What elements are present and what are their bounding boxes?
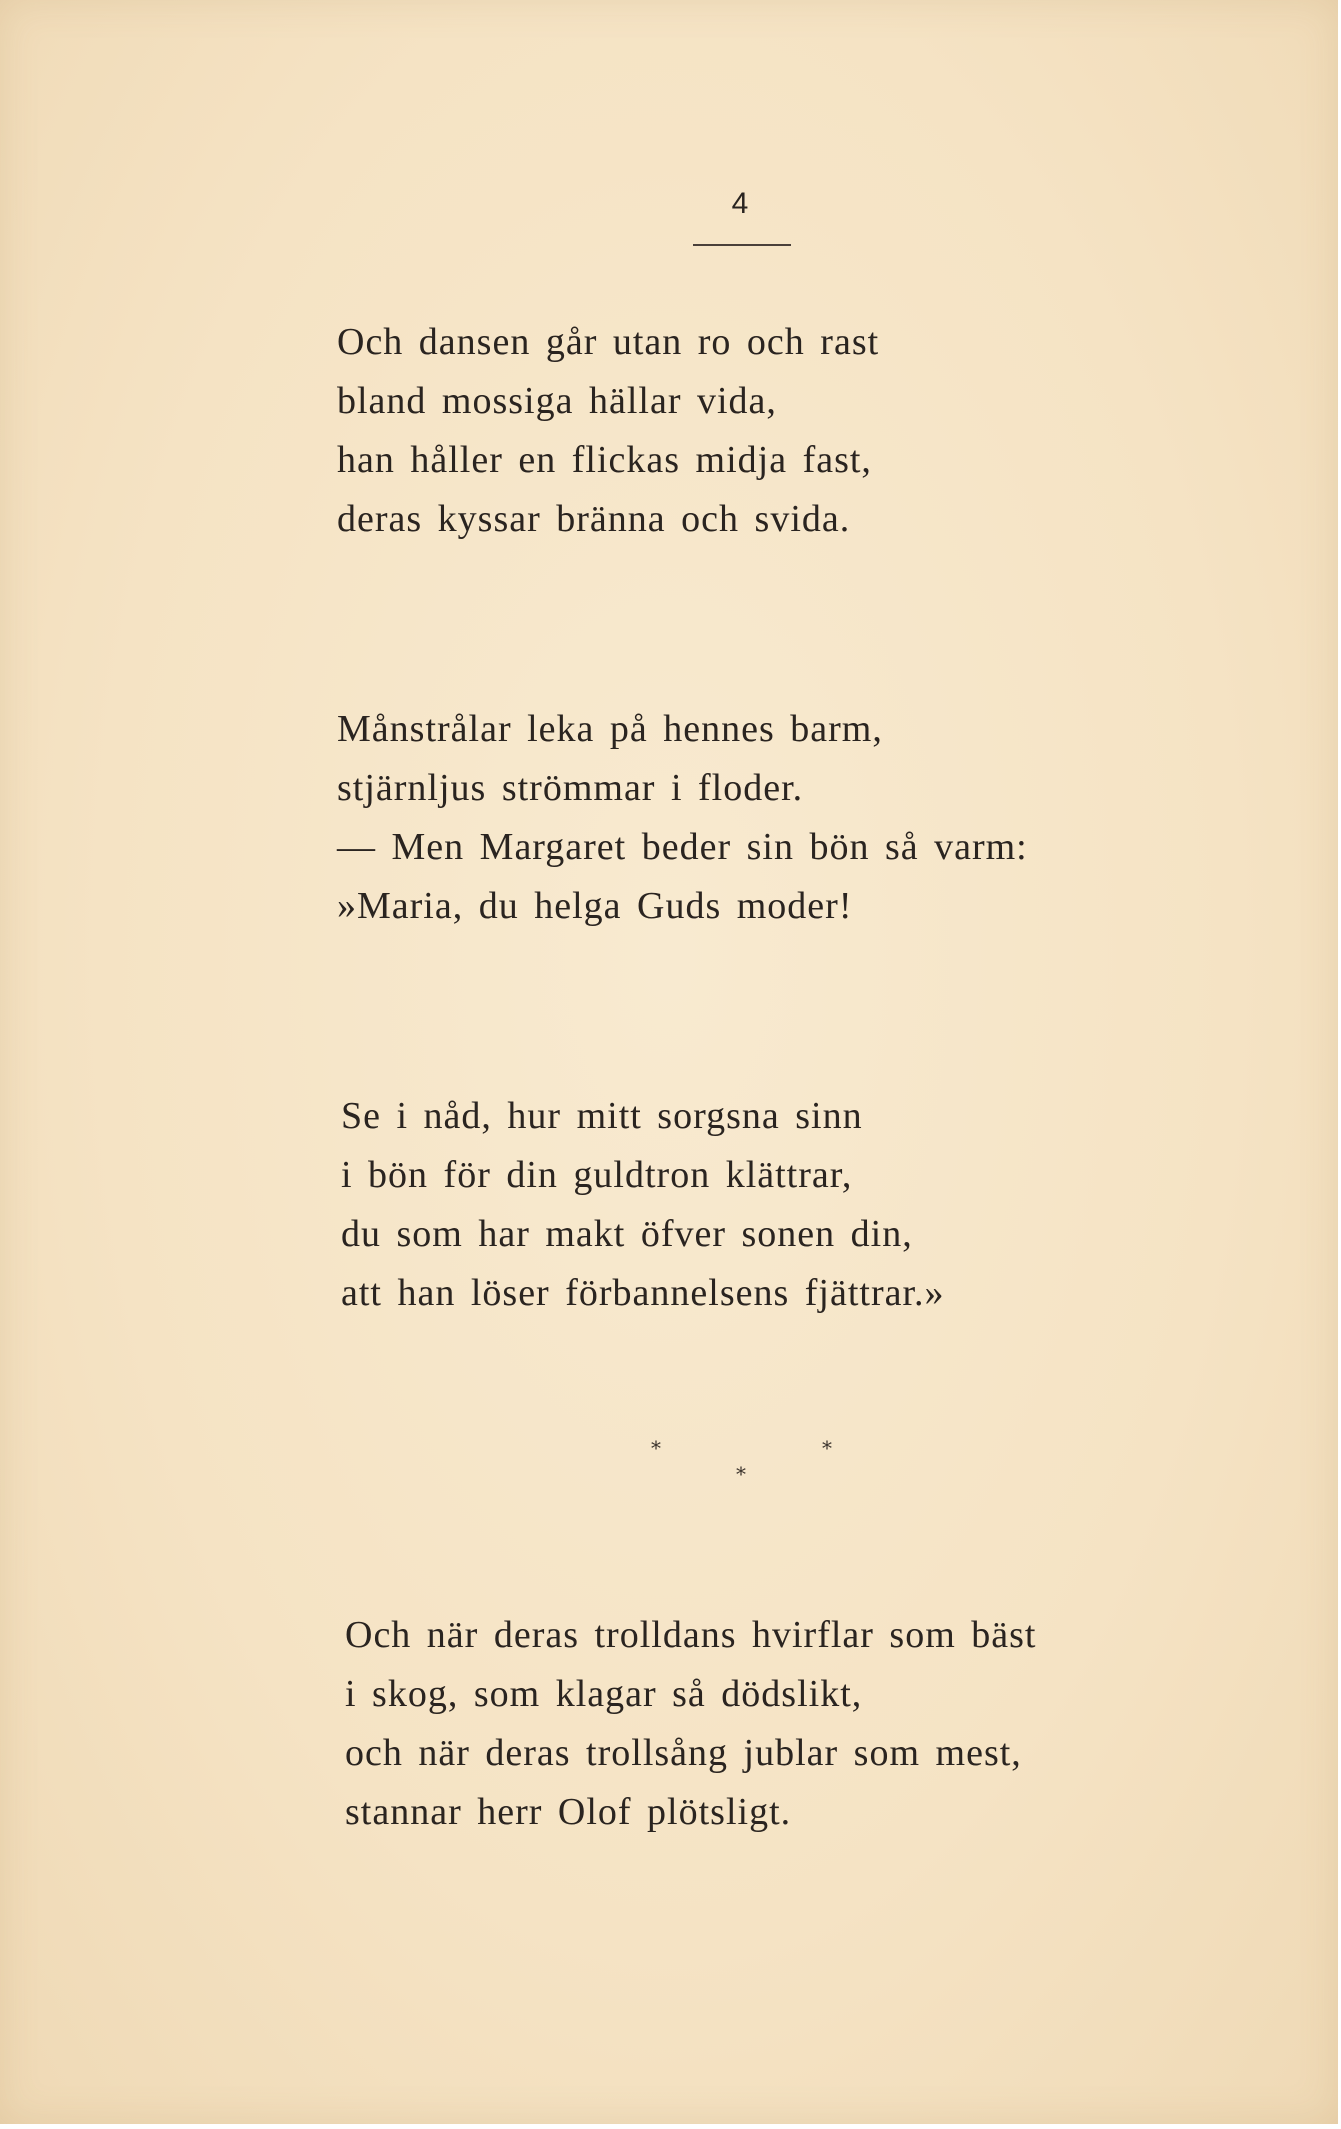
stanza-1-line-1: Och dansen går utan ro och rast <box>337 321 880 363</box>
stanza-3 <box>341 1087 945 1323</box>
stanza-1-line-3: han håller en flickas midja fast, <box>337 439 872 481</box>
asterism-bottom-star: * <box>736 1462 746 1486</box>
stanza-4-line-3: och när deras trollsång jublar som mest, <box>345 1732 1022 1774</box>
stanza-2-line-1: Månstrålar leka på hennes barm, <box>337 708 883 750</box>
stanza-3-line-3: du som har makt öfver sonen din, <box>341 1213 913 1255</box>
stanza-2-line-3: — Men Margaret beder sin bön så varm: <box>337 826 1028 868</box>
stanza-3-line-4: att han löser förbannelsens fjättrar.» <box>341 1272 945 1314</box>
asterism-left-star: * <box>651 1436 661 1460</box>
asterism-right-star: * <box>822 1436 832 1460</box>
stanza-2-line-4: »Maria, du helga Guds moder! <box>337 885 853 927</box>
stanza-4-line-4: stannar herr Olof plötsligt. <box>345 1791 792 1833</box>
stanza-2-line-2: stjärnljus strömmar i floder. <box>337 767 804 809</box>
stanza-1-line-2: bland mossiga hällar vida, <box>337 380 777 422</box>
stanza-4 <box>345 1606 1037 1842</box>
stanza-1 <box>337 313 879 549</box>
stanza-4-line-1: Och när deras trolldans hvirflar som bäst <box>345 1614 1037 1656</box>
stanza-3-line-1: Se i nåd, hur mitt sorgsna sinn <box>341 1095 863 1137</box>
stanza-1-line-4: deras kyssar bränna och svida. <box>337 498 851 540</box>
stanza-4-line-2: i skog, som klagar så dödslikt, <box>345 1673 863 1715</box>
stanza-3-line-2: i bön för din guldtron klättrar, <box>341 1154 853 1196</box>
page-number: 4 <box>731 187 749 220</box>
stanza-2 <box>337 700 1028 936</box>
page-number-rule <box>693 244 791 246</box>
